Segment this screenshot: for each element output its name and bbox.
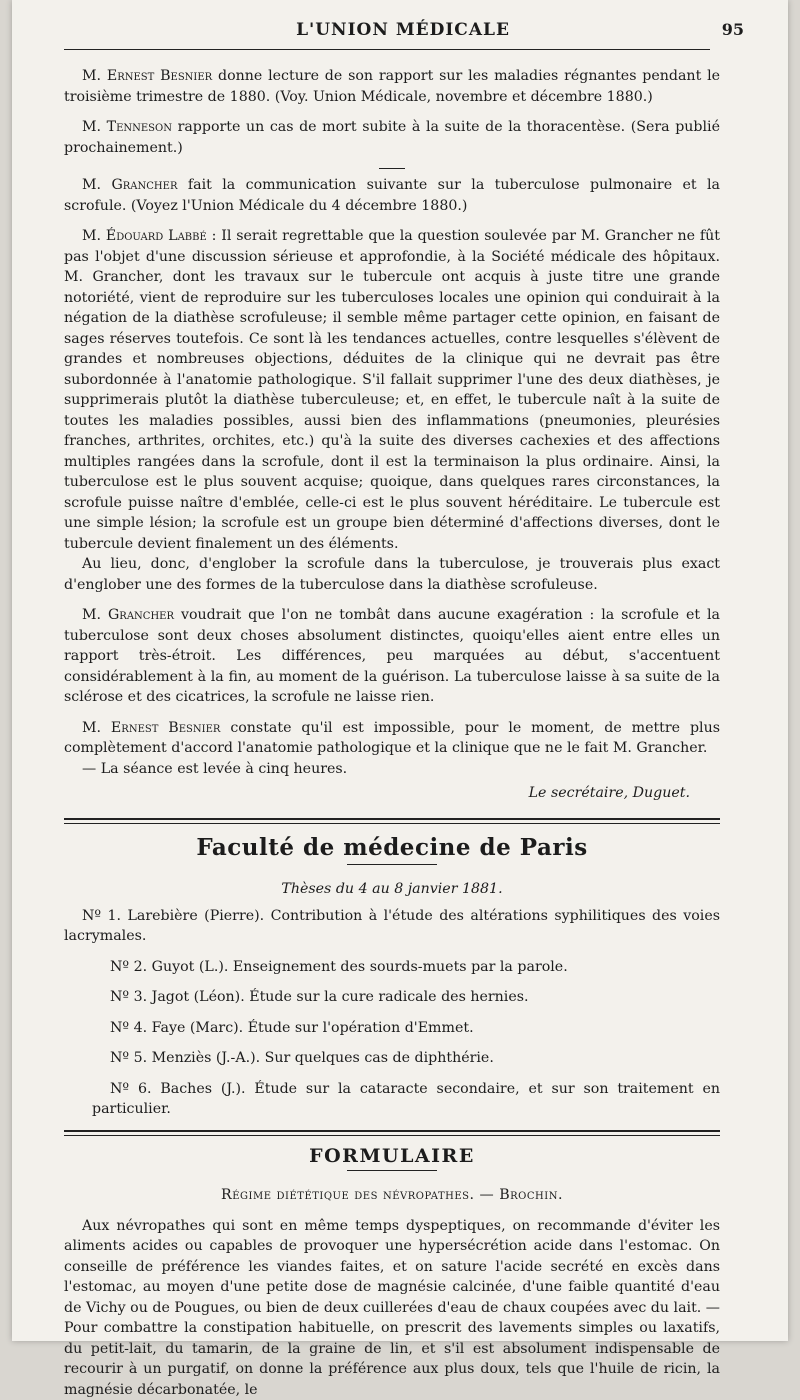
regime-title: Régime diététique des névropathes. — Brochin.	[64, 1185, 720, 1206]
speaker-name: M. Grancher	[82, 177, 177, 193]
speaker-name: M. Édouard Labbé	[82, 228, 207, 244]
page-number: 95	[722, 20, 744, 39]
paragraph-text: : Il serait regrettable que la question soulevée par M. Grancher ne fût pas l'objet d'une discussion sérieuse et approfondie, à la Société médicale des hôpitaux. M. Grancher, dont les travaux sur le tubercule ont acquis à juste titre une grande notoriété, vient de reproduire sur les tuberculoses locales une opinion qui conduirait à la négation de la diathèse scrofuleuse; il semble même partager cette opinion, en faisant de sages réserves toutefois. Ce sont là les tendances actuelles, contre lesquelles s'élèvent de grandes et nombreuses objections, déduites de la clinique qui ne devrait pas être subordonnée à l'anatomie pathologique. S'il fallait supprimer l'une des deux diathèses, je supprimerais plutôt la diathèse tuberculeuse; et, en effet, le tubercule naît à la suite de toutes les maladies possibles, aussi bien des inflammations (pneumonies, pleurésies franches, arthrites, orchites, etc.) qu'à la suite des diverses cachexies et des affections multiples rangées dans la scrofule, dont il est la terminaison la plus ordinaire. Ainsi, la tuberculose est le plus souvent acquise; quoique, dans quelques rares circonstances, la scrofule puisse naître d'emblée, celle-ci est le plus souvent héréditaire. Le tubercule est une simple lésion; la scrofule est un groupe bien déterminé d'affections diverses, dont le tubercule devient finalement un des éléments.	[64, 228, 720, 552]
paragraph-labbe-conclusion	[64, 554, 720, 595]
thesis-item: Nº 6. Baches (J.). Étude sur la cataracte secondaire, et sur son traitement en particulier.	[64, 1079, 720, 1120]
speaker-name: M. Ernest Besnier	[82, 720, 220, 736]
thesis-item: Nº 4. Faye (Marc). Étude sur l'opération d'Emmet.	[64, 1018, 720, 1039]
paragraph-besnier-closing	[64, 718, 720, 759]
paragraph-text: fait la communication suivante sur la tuberculose pulmonaire et la scrofule. (Voyez l'Union Médicale du 4 décembre 1880.)	[64, 177, 720, 214]
page-content	[64, 66, 720, 1400]
thesis-item: Nº 5. Menziès (J.-A.). Sur quelques cas de diphthérie.	[64, 1048, 720, 1069]
paragraph-text: rapporte un cas de mort subite à la suite de la thoracentèse. (Sera publié prochainement.)	[64, 119, 720, 156]
journal-title: L'UNION MÉDICALE	[62, 20, 744, 40]
title-rule	[347, 1170, 437, 1171]
journal-page	[12, 0, 788, 1341]
running-head	[62, 20, 744, 44]
paragraph-besnier-report	[64, 66, 720, 107]
faculte-title: Faculté de médecine de Paris	[64, 838, 720, 859]
theses-date: Thèses du 4 au 8 janvier 1881.	[64, 879, 720, 900]
paragraph-text: — La séance est levée à cinq heures.	[82, 761, 347, 777]
paragraph-grancher-communication	[64, 175, 720, 216]
separator-dash	[379, 168, 405, 169]
header-rule	[64, 49, 710, 50]
speaker-name: M. Grancher	[82, 607, 174, 623]
paragraph-text: donne lecture de son rapport sur les maladies régnantes pendant le troisième trimestre de 1880. (Voy. Union Médicale, novembre et décembre 1880.)	[64, 68, 720, 105]
signature: Le secrétaire, Duguet.	[64, 783, 690, 804]
thesis-item: Nº 2. Guyot (L.). Enseignement des sourds-muets par la parole.	[64, 957, 720, 978]
paragraph-text: Au lieu, donc, d'englober la scrofule dans la tuberculose, je trouverais plus exact d'englober une des formes de la tuberculose dans la diathèse scrofuleuse.	[64, 556, 720, 593]
thesis-item: Nº 1. Larebière (Pierre). Contribution à l'étude des altérations syphilitiques des voies lacrymales.	[64, 906, 720, 947]
formulaire-title: FORMULAIRE	[64, 1146, 720, 1167]
title-rule	[347, 864, 437, 865]
paragraph-text: constate qu'il est impossible, pour le moment, de mettre plus complètement d'accord l'anatomie pathologique et la clinique que ne le fait M. Grancher.	[64, 720, 720, 757]
thesis-item: Nº 3. Jagot (Léon). Étude sur la cure radicale des hernies.	[64, 987, 720, 1008]
paragraph-text: voudrait que l'on ne tombât dans aucune exagération : la scrofule et la tuberculose sont deux choses absolument distinctes, quoiqu'elles aient entre elles un rapport très-étroit. Les différences, peu marquées au début, s'accentuent considérablement à la fin, au moment de la guérison. La tuberculose laisse à sa suite de la sclérose et des cicatrices, la scrofule ne laisse rien.	[64, 607, 720, 705]
paragraph-labbe	[64, 226, 720, 554]
speaker-name: M. Tenneson	[82, 119, 172, 135]
paragraph-tenneson	[64, 117, 720, 158]
paragraph-grancher-reply	[64, 605, 720, 708]
paragraph-seance-levee	[64, 759, 720, 780]
section-divider	[64, 818, 720, 824]
formulaire-text: Aux névropathes qui sont en même temps dyspeptiques, on recommande d'éviter les aliments acides ou capables de provoquer une hypersécrétion acide dans l'estomac. On conseille de préférence les viandes faites, et on sature l'acide secrété en excès dans l'estomac, au moyen d'une petite dose de magnésie calcinée, d'une faible quantité d'eau de Vichy ou de Pougues, ou bien de deux cuillerées d'eau de chaux coupées avec du lait. — Pour combattre la constipation habituelle, on prescrit des lavements simples ou laxatifs, du petit-lait, du tamarin, de la graine de lin, et s'il est absolument indispensable de recourir à un purgatif, on donne la préférence aux plus doux, tels que l'huile de ricin, la magnésie décarbonatée, le	[64, 1216, 720, 1400]
section-divider	[64, 1130, 720, 1136]
speaker-name: M. Ernest Besnier	[82, 68, 212, 84]
